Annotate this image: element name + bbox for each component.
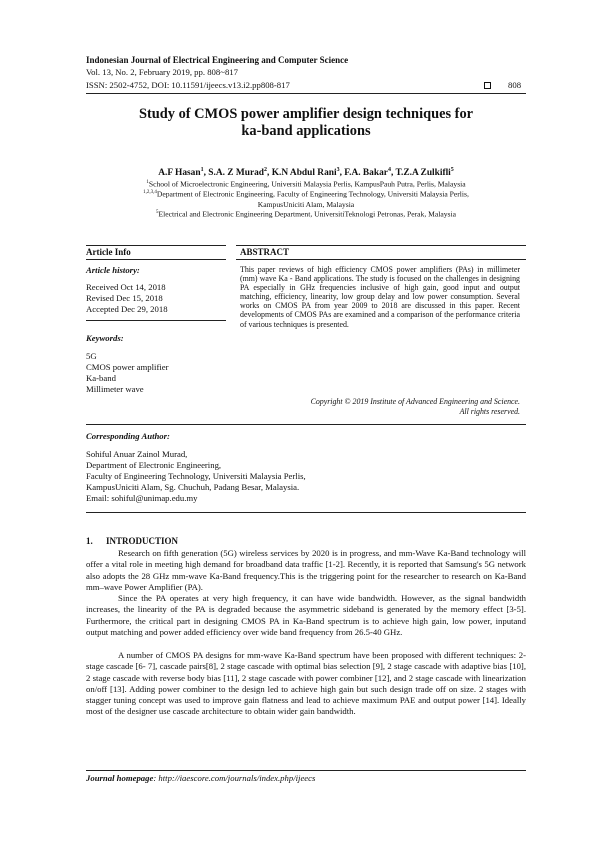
- received-date: Received Oct 14, 2018: [86, 282, 166, 292]
- copyright-line-1: Copyright © 2019 Institute of Advanced Engineering and Science.: [310, 397, 520, 406]
- affiliation-1: $^1$School of Microelectronic Engineering, Universiti Malaysia Perlis, KampusPauh Putra, Perlis, Malaysia: [146, 179, 466, 189]
- volume-info: Vol. 13, No. 2, February 2019, pp. 808~817: [86, 67, 238, 77]
- abstract-divider: [236, 259, 526, 260]
- intro-paragraph-3: A number of CMOS PA designs for mm-wave Ka-Band spectrum have been proposed with different techniques: 2-stage cascade [6- 7], cascade pairs[8], 2 stage cascade with optimal bias selection [9], 2 stage cascade with adaptive bias [10], 2 stage cascade with reverse body bias [11], 2 stage cascade with power combiner [12], and 2 stage cascade with linearization on/off [13]. Adding power combiner to the design led to achieve high gain but such design trade off on size. 2 stages with stagger tuning concept was used to improve gain flatness and lead to achieve maximum PAE and output power [14]. Ideally most of the designer use cascade architecture to obtain wider gain bandwidth.: [86, 650, 526, 717]
- homepage-link[interactable]: : http://iaescore.com/journals/index.php/ijeecs: [153, 773, 316, 783]
- corresponding-line: KampusUniciti Alam, Sg. Chuchuh, Padang Besar, Malaysia.: [86, 482, 300, 492]
- article-info-top-rule: [86, 245, 226, 246]
- author: F.A. Bakar$^4$,: [344, 167, 396, 179]
- revised-date: Revised Dec 15, 2018: [86, 293, 163, 303]
- article-history-heading: Article history:: [86, 265, 140, 275]
- intro-paragraph-1: Research on fifth generation (5G) wireless services by 2020 is in progress, and mm-Wave Ka-Band technology will offer a vital role in meeting high demand for broadband data traffic [1-2]. Recently, it is reported that Samsung's 5G network also adopts the 28 GHz mm-wave Ka-Band frequency.This is the triggering point for the researcher to research on Ka-Band mm–wave Power Amplifier (PA).: [86, 548, 526, 592]
- article-info-divider: [86, 259, 226, 260]
- square-icon: [484, 82, 491, 89]
- issn-doi: ISSN: 2502-4752, DOI: 10.11591/ijeecs.v13.i2.pp808-817: [86, 80, 290, 90]
- keywords-heading: Keywords:: [86, 333, 124, 343]
- keyword-item: CMOS power amplifier: [86, 362, 169, 372]
- affiliation-2: $^{1,2,3,4}$Department of Electronic Engineering, Faculty of Engineering Technology, Universiti Malaysia Perlis, KampusUniciti Alam, Malaysia: [143, 189, 469, 209]
- corresponding-heading: Corresponding Author:: [86, 431, 170, 441]
- keywords-divider: [86, 320, 226, 321]
- author: A.F Hasan$^1$,: [158, 167, 209, 179]
- corresponding-top-rule: [86, 424, 526, 425]
- author: K.N Abdul Rani$^3$,: [271, 167, 345, 179]
- abstract-text: This paper reviews of high efficiency CMOS power amplifiers (PAs) in millimeter (mm) wave Ka - Band applications. The study is focused on the challenges in designing PA especially in GHz frequencies inclusive of high gain, good input and output matching, efficiency, linearity, low group delay and low power consumption. Several works on CMOS PA from year 2009 to 2018 are discussed in this paper. Recent developments of CMOS PAs are examined and a comparison of the performance criteria of various techniques is presented.: [240, 265, 520, 329]
- page-number: 808: [508, 80, 522, 90]
- keyword-item: Millimeter wave: [86, 384, 144, 394]
- corresponding-line: Sohiful Anuar Zainol Murad,: [86, 449, 188, 459]
- header-divider: [86, 93, 526, 94]
- abstract-top-rule: [236, 245, 526, 246]
- paper-title: [86, 106, 526, 140]
- title-line-2: ka-band applications: [241, 123, 371, 139]
- author: S.A. Z Murad$^2$,: [208, 167, 272, 179]
- copyright-line-2: All rights reserved.: [459, 407, 520, 416]
- corresponding-line: Faculty of Engineering Technology, Universiti Malaysia Perlis,: [86, 471, 306, 481]
- corresponding-line: Department of Electronic Engineering,: [86, 460, 222, 470]
- intro-paragraph-2: Since the PA operates at very high frequency, it can have wide bandwidth. However, as the signal bandwidth increases, the linearity of the PA is degraded because the asymmetric sideband is generated by the memory effect [3-5]. Furthermore, the critical part in designing CMOS PA in Ka-Band spectrum is to achieve high gain, low power, inputand output matching and power added efficiency over wide band frequency from 26.5-40 GHz.: [86, 593, 526, 637]
- corresponding-email: Email: sohiful@unimap.edu.my: [86, 493, 198, 503]
- author: T.Z.A Zulkifli$^5$: [395, 167, 454, 179]
- keyword-item: Ka-band: [86, 373, 116, 383]
- journal-homepage: Journal homepage: http://iaescore.com/journals/index.php/ijeecs: [86, 773, 316, 783]
- title-line-1: Study of CMOS power amplifier design techniques for: [138, 106, 474, 122]
- section-heading-introduction: 1. INTRODUCTION: [86, 536, 179, 546]
- journal-name: Indonesian Journal of Electrical Engineering and Computer Science: [86, 55, 349, 65]
- accepted-date: Accepted Dec 29, 2018: [86, 304, 168, 314]
- affiliation-3: $^5$Electrical and Electronic Engineering Department, UniversitiTeknologi Petronas, Perak, Malaysia: [156, 209, 456, 219]
- abstract-heading: ABSTRACT: [240, 247, 290, 257]
- footer-divider: [86, 770, 526, 771]
- article-info-heading: Article Info: [86, 247, 131, 257]
- corresponding-bottom-rule: [86, 512, 526, 513]
- author-list: [86, 165, 526, 179]
- keyword-item: 5G: [86, 351, 97, 361]
